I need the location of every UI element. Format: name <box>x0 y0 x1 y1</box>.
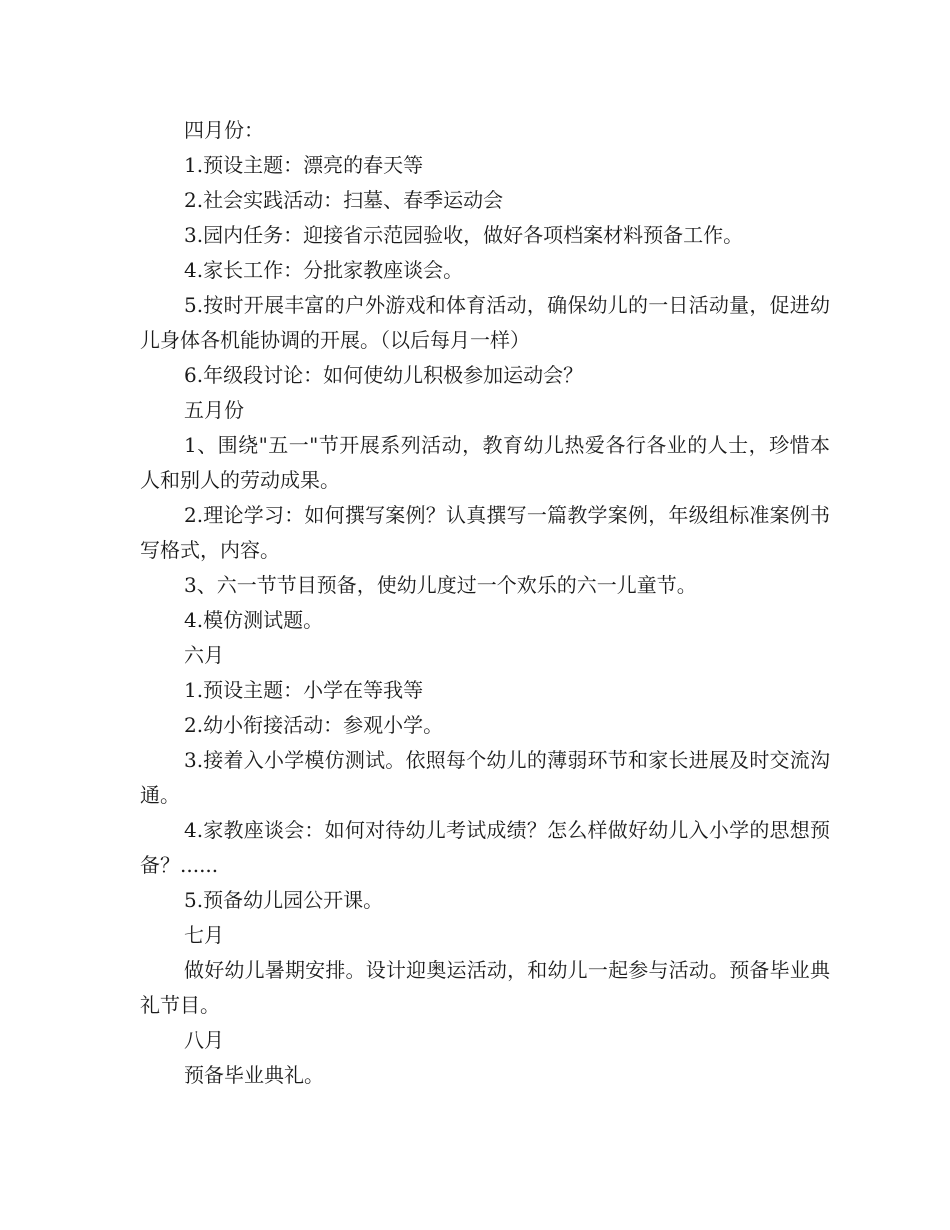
april-item-3: 3.园内任务：迎接省示范园验收，做好各项档案材料预备工作。 <box>184 223 744 247</box>
july-item: 做好幼儿暑期安排。设计迎奥运活动，和幼儿一起参与活动。预备毕业典礼节目。 <box>140 958 830 1017</box>
may-item-2: 2.理论学习：如何撰写案例？认真撰写一篇教学案例，年级组标准案例书写格式，内容。 <box>140 503 830 562</box>
june-item-5: 5.预备幼儿园公开课。 <box>184 888 384 912</box>
month-heading-may: 五月份 <box>184 398 244 422</box>
document-body <box>140 113 830 1093</box>
april-item-1: 1.预设主题：漂亮的春天等 <box>184 153 424 177</box>
month-heading-august: 八月 <box>184 1028 224 1052</box>
june-item-1: 1.预设主题：小学在等我等 <box>184 678 424 702</box>
april-item-5: 5.按时开展丰富的户外游戏和体育活动，确保幼儿的一日活动量，促进幼儿身体各机能协调的开展。（以后每月一样） <box>140 293 830 352</box>
april-item-4: 4.家长工作：分批家教座谈会。 <box>184 258 464 282</box>
august-item: 预备毕业典礼。 <box>184 1063 324 1087</box>
month-heading-june: 六月 <box>184 643 224 667</box>
june-item-2: 2.幼小衔接活动：参观小学。 <box>184 713 444 737</box>
june-item-4: 4.家教座谈会：如何对待幼儿考试成绩？怎么样做好幼儿入小学的思想预备？...... <box>140 818 830 877</box>
may-item-1: 1、围绕"五一"节开展系列活动，教育幼儿热爱各行各业的人士，珍惜本人和别人的劳动成果。 <box>140 433 830 492</box>
month-heading-april: 四月份： <box>184 118 264 142</box>
april-item-6: 6.年级段讨论：如何使幼儿积极参加运动会？ <box>184 363 584 387</box>
april-item-2: 2.社会实践活动：扫墓、春季运动会 <box>184 188 504 212</box>
may-item-4: 4.模仿测试题。 <box>184 608 324 632</box>
may-item-3: 3、六一节节目预备，使幼儿度过一个欢乐的六一儿童节。 <box>184 573 697 597</box>
june-item-3: 3.接着入小学模仿测试。依照每个幼儿的薄弱环节和家长进展及时交流沟通。 <box>140 748 830 807</box>
month-heading-july: 七月 <box>184 923 224 947</box>
